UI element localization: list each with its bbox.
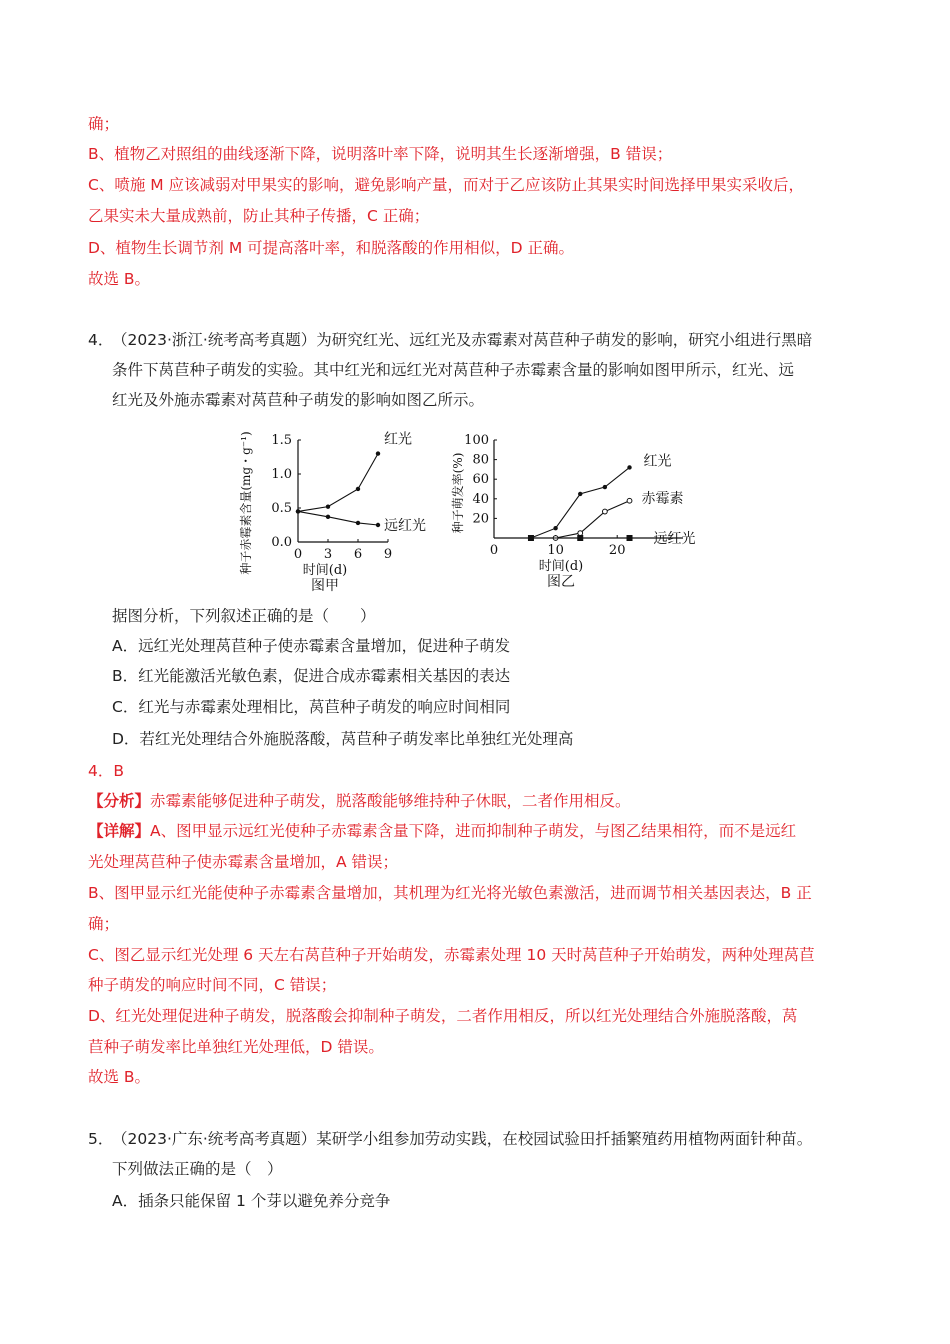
x-tick-label: 3 (323, 547, 333, 562)
x-axis-label: 时间(d) (538, 559, 584, 574)
y-tick-label: 20 (472, 511, 489, 527)
data-point (376, 451, 380, 455)
q5-source: （2023·广东·统考高考真题）某研学小组参加劳动实践，在校园试验田扦插繁殖药用植物两面针种苗。 (112, 1130, 813, 1148)
y-tick-label: 80 (472, 452, 489, 468)
chart-b (450, 433, 696, 590)
answer3-option-c-cont: 乙果实未大量成熟前，防止其种子传播，C 正确； (88, 207, 430, 225)
data-point (356, 487, 360, 491)
answer3-conclusion: 故选 B。 (88, 270, 151, 288)
data-point (553, 526, 557, 530)
chart-title: 图乙 (547, 574, 575, 590)
series-label: 远红光 (653, 531, 696, 547)
chart-title: 图甲 (311, 578, 339, 592)
y-tick-label: 60 (472, 472, 489, 488)
data-point (578, 531, 583, 536)
data-point (577, 535, 583, 541)
answer3-option-c: C、喷施 M 应该减弱对甲果实的影响，避免影响产量，而对于乙应该防止其果实时间选择甲果实采收后， (88, 176, 805, 194)
data-point (528, 535, 534, 541)
data-point (376, 523, 380, 527)
detail-tag: 【详解】 (88, 822, 151, 840)
answer3-option-d: D、植物生长调节剂 M 可提高落叶率，和脱落酸的作用相似，D 正确。 (88, 239, 575, 257)
answer4-analysis (88, 790, 631, 812)
q4-number: 4． (88, 331, 114, 349)
y-tick-label: 1.5 (271, 433, 292, 448)
y-tick-label: 100 (464, 433, 489, 448)
answer4-number: 4．B (88, 762, 124, 780)
x-tick-label: 0 (293, 547, 303, 562)
data-point (627, 465, 631, 469)
data-point (627, 498, 632, 503)
answer4-d-1: D、红光处理促进种子萌发，脱落酸会抑制种子萌发，二者作用相反，所以红光处理结合外施脱落酸，莴 (88, 1007, 798, 1025)
answer4-b-2: 确； (88, 915, 120, 933)
series-label: 红光 (384, 431, 412, 448)
y-axis-label: 种子赤霉素含量(mg・g⁻¹) (239, 431, 253, 575)
series-line-0 (298, 454, 378, 512)
y-tick-label: 1.0 (271, 467, 292, 482)
chart-a (238, 431, 426, 592)
series-line-1 (298, 511, 378, 525)
q5-number: 5． (88, 1130, 114, 1148)
q4-option-b[interactable]: B．红光能激活光敏色素，促进合成赤霉素相关基因的表达 (112, 667, 511, 685)
y-tick-label: 40 (472, 491, 489, 507)
q5-text-2: 下列做法正确的是（ ） (112, 1160, 283, 1178)
series-label: 红光 (643, 453, 672, 470)
q4-option-d[interactable]: D．若红光处理结合外施脱落酸，莴苣种子萌发率比单独红光处理高 (112, 730, 574, 748)
data-point (326, 515, 330, 519)
answer4-c-2: 种子萌发的响应时间不同，C 错误； (88, 976, 337, 994)
answer3-line-1: 确； (88, 115, 120, 133)
answer3-option-b: B、植物乙对照组的曲线逐渐下降，说明落叶率下降，说明其生长逐渐增强，B 错误； (88, 145, 673, 163)
answer4-conclusion: 故选 B。 (88, 1068, 151, 1086)
x-tick-label: 10 (547, 543, 564, 558)
x-tick-label: 6 (353, 547, 363, 562)
x-axis-label: 时间(d) (302, 563, 348, 578)
y-axis-label: 种子萌发率(%) (451, 452, 465, 534)
q4-stem: 据图分析，下列叙述正确的是（ ） (112, 607, 376, 625)
q4-option-c[interactable]: C．红光与赤霉素处理相比，莴苣种子萌发的响应时间相同 (112, 698, 511, 716)
analysis-text: 赤霉素能够促进种子萌发，脱落酸能够维持种子休眠，二者作用相反。 (150, 792, 631, 810)
q4-figure (228, 420, 728, 596)
answer4-detail-1 (88, 820, 796, 842)
q4-text-3: 红光及外施赤霉素对莴苣种子萌发的影响如图乙所示。 (112, 391, 485, 409)
data-point (603, 485, 607, 489)
q4-source: （2023·浙江·统考高考真题）为研究红光、远红光及赤霉素对莴苣种子萌发的影响，研究小组进行黑暗 (112, 331, 813, 349)
x-tick-label: 20 (608, 543, 626, 558)
data-point (578, 492, 582, 496)
detail-text-1: A、图甲显示远红光使种子赤霉素含量下降，进而抑制种子萌发，与图乙结果相符，而不是远红 (150, 822, 797, 840)
answer4-c-1: C、图乙显示红光处理 6 天左右莴苣种子开始萌发，赤霉素处理 10 天时莴苣种子开始萌发，两种处理莴苣 (88, 946, 815, 964)
answer4-b-1: B、图甲显示红光能使种子赤霉素含量增加，其机理为红光将光敏色素激活，进而调节相关基因表达，B 正 (88, 884, 812, 902)
y-tick-label: 0.0 (271, 535, 292, 550)
data-point (627, 535, 633, 541)
data-point (356, 521, 360, 525)
series-line-0 (494, 467, 630, 538)
answer4-detail-2: 光处理莴苣种子使赤霉素含量增加，A 错误； (88, 853, 399, 871)
x-tick-label: 9 (383, 547, 393, 562)
series-label: 赤霉素 (641, 490, 684, 507)
q4-text-2: 条件下莴苣种子萌发的实验。其中红光和远红光对莴苣种子赤霉素含量的影响如图甲所示，红光、远 (112, 361, 795, 379)
q5-option-a[interactable]: A．插条只能保留 1 个芽以避免养分竞争 (112, 1192, 391, 1210)
q4-option-a[interactable]: A．远红光处理莴苣种子使赤霉素含量增加，促进种子萌发 (112, 637, 511, 655)
data-point (296, 509, 300, 513)
x-tick-label: 0 (489, 543, 499, 558)
data-point (602, 509, 607, 514)
data-point (326, 504, 330, 508)
series-label: 远红光 (384, 518, 426, 534)
analysis-tag: 【分析】 (88, 792, 151, 810)
answer4-d-2: 苣种子萌发率比单独红光处理低，D 错误。 (88, 1038, 384, 1056)
y-tick-label: 0.5 (271, 501, 292, 516)
